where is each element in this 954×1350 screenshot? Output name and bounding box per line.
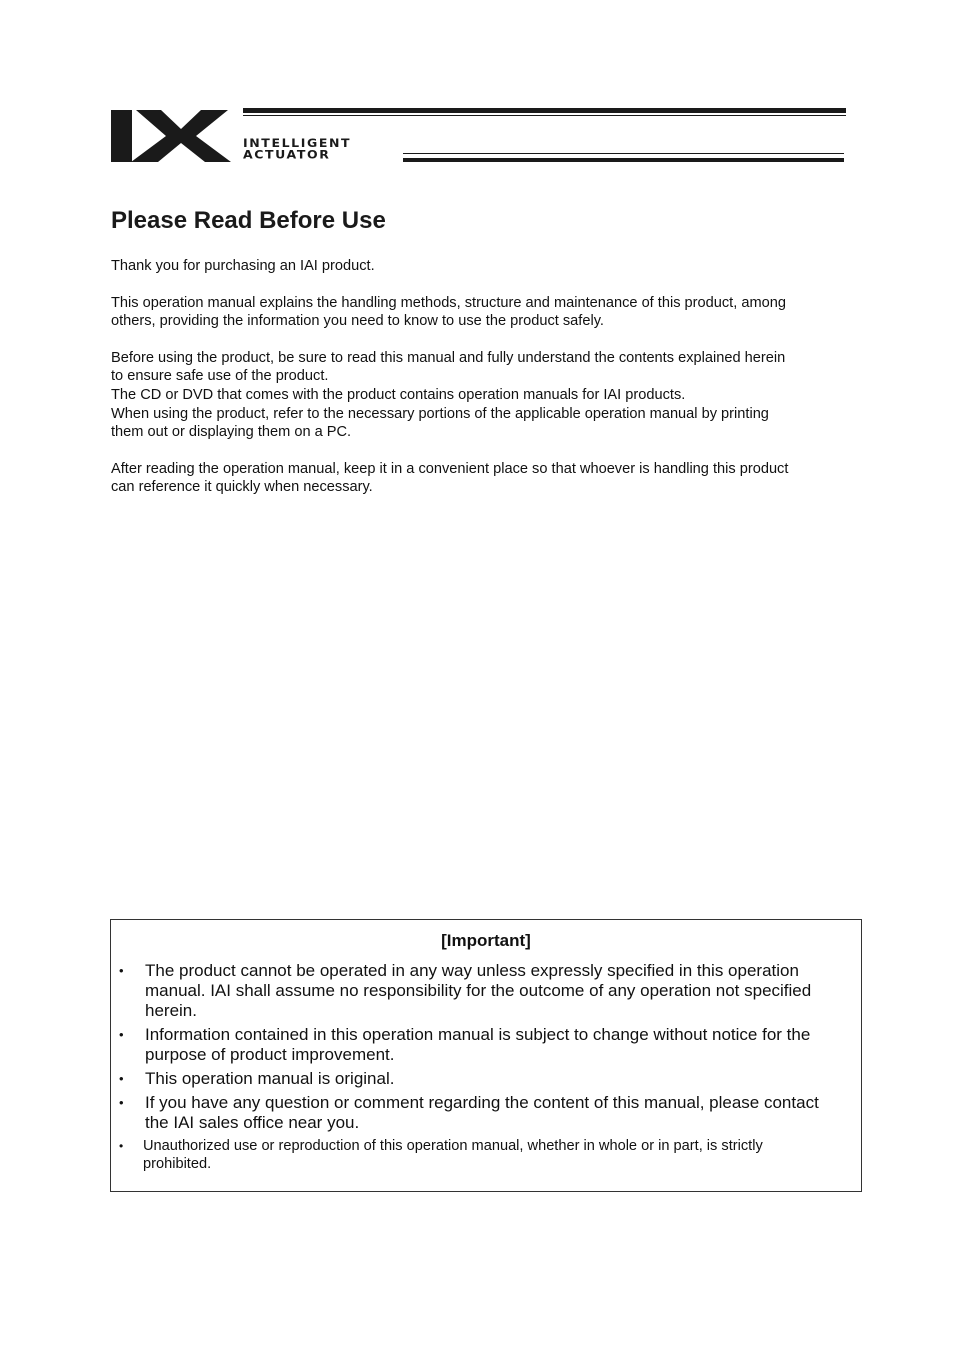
text-line: This operation manual is original. [145,1069,395,1088]
bullet-icon: • [119,1071,124,1086]
text-line: Information contained in this operation manual is subject to change without notice for the [145,1025,811,1044]
brand-line-2: ACTUATOR [243,147,331,162]
text-line: After reading the operation manual, keep it in a convenient place so that whoever is handling this product [111,460,789,477]
list-item [111,1093,861,1133]
text-line: Thank you for purchasing an IAI product. [111,258,375,274]
text-line: Before using the product, be sure to read this manual and fully understand the contents explained herein [111,349,786,366]
bullet-icon: • [119,963,124,978]
text-line: If you have any question or comment regarding the content of this manual, please contact [145,1093,819,1112]
text-line: them out or displaying them on a PC. [111,424,352,441]
text-line: This operation manual explains the handling methods, structure and maintenance of this product, among [111,294,786,311]
header-rule-thin [243,115,846,116]
header-rule-lower [403,158,844,162]
brand-wordmark [243,135,352,162]
important-list [111,961,861,1173]
intro-paragraph-3 [111,349,871,442]
text-line: can reference it quickly when necessary. [111,479,373,496]
bullet-icon: • [119,1027,124,1042]
text-line: manual. IAI shall assume no responsibility for the outcome of any operation not specified [145,981,812,1000]
intro-paragraph-1 [111,257,871,276]
important-heading: [Important] [441,931,531,950]
text-line: When using the product, refer to the necessary portions of the applicable operation manual by printing [111,405,769,422]
list-item [111,1069,861,1089]
header-rule [243,108,846,113]
list-item [111,1025,861,1065]
ix-logo-icon [111,110,233,162]
text-line: The CD or DVD that comes with the product contains operation manuals for IAI products. [111,386,686,403]
brand-line-1: INTELLIGENT [243,135,352,150]
list-item [111,1137,861,1173]
intro-paragraph-4 [111,460,871,497]
text-line: The product cannot be operated in any way unless expressly specified in this operation [145,961,799,980]
bullet-icon: • [119,1139,124,1153]
list-item [111,961,861,1021]
text-line: prohibited. [143,1156,212,1172]
intro-section [111,257,871,515]
text-line: others, providing the information you need to know to use the product safely. [111,313,604,330]
text-line: the IAI sales office near you. [145,1113,360,1132]
intro-paragraph-2 [111,294,871,331]
text-line: Unauthorized use or reproduction of this operation manual, whether in whole or in part, is strictly [143,1138,763,1154]
header-rule-lower-thin [403,153,844,154]
text-line: herein. [145,1001,197,1020]
page-title: Please Read Before Use [111,207,386,234]
bullet-icon: • [119,1095,124,1110]
important-notice-box [110,919,862,1192]
text-line: to ensure safe use of the product. [111,368,329,385]
text-line: purpose of product improvement. [145,1045,395,1064]
